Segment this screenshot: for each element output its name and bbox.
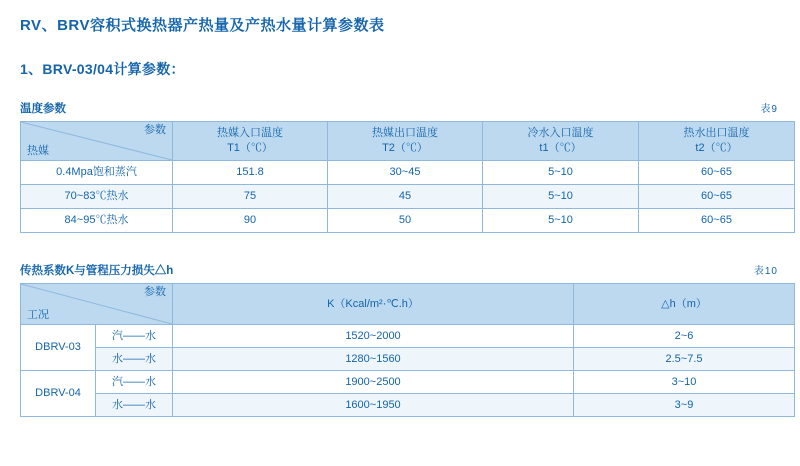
table1-row-0-c1: 151.8 <box>173 161 328 185</box>
table1-corner-row-label: 热媒 <box>27 145 49 158</box>
table1-col-3 <box>483 122 639 161</box>
page-title: RV、BRV容积式换热器产热量及产热水量计算参数表 <box>20 17 385 34</box>
table1-col-4-line1: 热水出口温度 <box>683 127 750 140</box>
table2-header-line <box>20 261 788 277</box>
table1-col-4-line2: t2（℃） <box>695 142 738 154</box>
table1-row-1-c4: 60~65 <box>639 185 795 209</box>
table1-row-0-label: 0.4Mpa饱和蒸汽 <box>21 161 173 185</box>
table2-row-1-medium: 水——水 <box>96 348 173 371</box>
table-row <box>21 394 795 417</box>
table1-header-line <box>20 99 788 115</box>
heat-transfer-coefficient-table <box>20 283 795 417</box>
table-header-row <box>21 122 795 161</box>
table2-corner-cell <box>21 284 173 325</box>
table1-row-0-c4: 60~65 <box>639 161 795 185</box>
table1-row-2-c4: 60~65 <box>639 209 795 233</box>
table1-row-1-c1: 75 <box>173 185 328 209</box>
table1-row-2-c3: 5~10 <box>483 209 639 233</box>
table1-row-1-c2: 45 <box>328 185 483 209</box>
table2-group-dbrv-03: DBRV-03 <box>21 325 96 371</box>
table1-col-2-line1: 热媒出口温度 <box>372 127 438 140</box>
table2-row-3-dh: 3~9 <box>574 394 795 417</box>
table2-row-2-k: 1900~2500 <box>173 371 574 394</box>
table-row <box>21 209 795 233</box>
table2-row-1-dh: 2.5~7.5 <box>574 348 795 371</box>
table-header-row <box>21 284 795 325</box>
table1-row-1-c3: 5~10 <box>483 185 639 209</box>
table-row <box>21 185 795 209</box>
temperature-parameters-table <box>20 121 795 233</box>
table-row <box>21 161 795 185</box>
table-row <box>21 348 795 371</box>
table1-number: 表9 <box>760 104 778 115</box>
table2-number: 表10 <box>753 266 778 277</box>
table1-col-3-line2: t1（℃） <box>539 142 582 154</box>
table-row <box>21 325 795 348</box>
table2-group-dbrv-04: DBRV-04 <box>21 371 96 417</box>
table1-row-0-c2: 30~45 <box>328 161 483 185</box>
table1-col-3-line1: 冷水入口温度 <box>527 127 594 140</box>
table1-col-1 <box>173 122 328 161</box>
table1-col-1-line1: 热媒入口温度 <box>217 127 283 140</box>
table1-col-2 <box>328 122 483 161</box>
table2-corner-row-label: 工况 <box>27 309 49 322</box>
table1-corner-param-label: 参数 <box>144 124 166 136</box>
table1-corner-cell <box>21 122 173 161</box>
table2-heading: 传热系数K与管程压力损失△h <box>20 265 174 277</box>
table1-heading: 温度参数 <box>20 103 66 115</box>
table1-col-1-line2: T1（℃） <box>227 142 273 154</box>
table1-row-2-label: 84~95℃热水 <box>21 209 173 233</box>
table-row <box>21 371 795 394</box>
table2-row-3-k: 1600~1950 <box>173 394 574 417</box>
table1-col-4 <box>639 122 795 161</box>
table2-row-1-k: 1280~1560 <box>173 348 574 371</box>
table2-row-3-medium: 水——水 <box>96 394 173 417</box>
table1-row-2-c2: 50 <box>328 209 483 233</box>
table2-col-k: K（Kcal/m²·℃.h） <box>173 284 574 325</box>
table2-row-2-medium: 汽——水 <box>96 371 173 394</box>
document-page <box>0 14 800 466</box>
table2-row-0-medium: 汽——水 <box>96 325 173 348</box>
table1-row-1-label: 70~83℃热水 <box>21 185 173 209</box>
table2-corner-param-label: 参数 <box>144 286 166 298</box>
table1-row-0-c3: 5~10 <box>483 161 639 185</box>
table2-row-0-dh: 2~6 <box>574 325 795 348</box>
table2-row-2-dh: 3~10 <box>574 371 795 394</box>
table1-row-2-c1: 90 <box>173 209 328 233</box>
section-title: 1、BRV-03/04计算参数： <box>20 61 185 77</box>
table2-col-dh: △h（m） <box>574 284 795 325</box>
table2-row-0-k: 1520~2000 <box>173 325 574 348</box>
table1-col-2-line2: T2（℃） <box>382 142 428 154</box>
